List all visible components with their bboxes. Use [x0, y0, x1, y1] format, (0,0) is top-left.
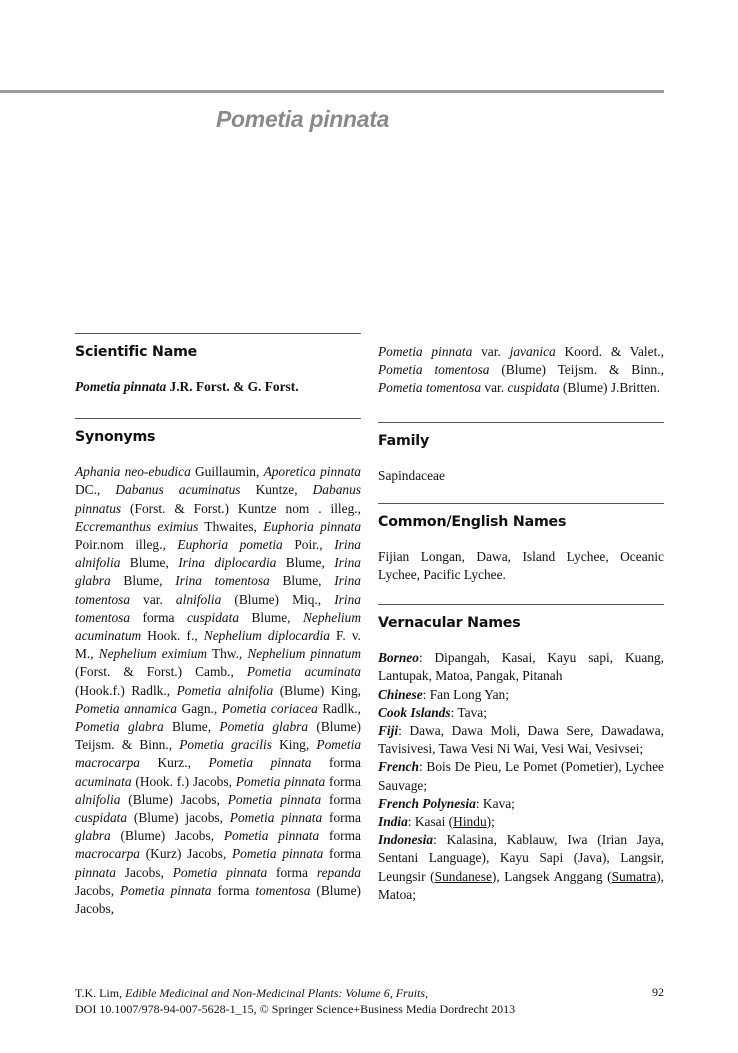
synonym-authority: forma: [321, 791, 362, 807]
synonym-name: Nephelium pinnatum: [247, 646, 362, 662]
synonym-authority: Poir.,: [282, 537, 335, 553]
synonym-authority: (Blume) jacobs,: [127, 810, 230, 826]
synonym-authority: var.: [472, 344, 510, 359]
synonym-authority: (Forst. & Forst.) Kuntze nom . illeg.,: [121, 500, 361, 516]
synonym-name: Dabanus pinnatus: [75, 482, 361, 516]
synonym-authority: (Kurz) Jacobs,: [139, 846, 232, 862]
synonym-name: Pometia alnifolia: [176, 682, 274, 698]
synonyms-text: [75, 463, 361, 918]
section-rule: [378, 422, 664, 423]
synonym-name: Irina diplocardia: [178, 555, 277, 571]
vernacular-text: ), Langsek Anggang (: [491, 868, 612, 884]
synonym-authority: forma: [311, 755, 361, 771]
synonym-name: Pometia macrocarpa: [75, 737, 362, 771]
synonym-name: pinnata: [75, 864, 116, 880]
synonym-name: tomentosa: [255, 882, 311, 898]
vernacular-text: : Dipangah, Kasai, Kayu sapi, Kuang, Lantupak, Matoa, Pangak, Pitanah: [378, 650, 664, 684]
synonym-authority: Guillaumin,: [190, 464, 264, 480]
vernacular-entry: [378, 704, 664, 722]
synonym-authority: Hook. f.,: [141, 628, 204, 644]
vernacular-region: Cook Islands: [378, 704, 451, 720]
synonym-name: Irina tomentosa: [75, 591, 361, 625]
synonym-authority: var.: [481, 380, 508, 396]
scientific-name: [75, 378, 361, 396]
synonym-authority: Gagn.,: [176, 700, 222, 716]
synonym-authority: forma: [211, 882, 256, 898]
scientific-name-heading: Scientific Name: [75, 344, 198, 360]
page-number: 92: [652, 985, 664, 999]
synonym-name: Pometia pinnata: [227, 791, 322, 807]
vernacular-text: : Kava;: [475, 795, 515, 811]
vernacular-entry: [378, 686, 664, 704]
synonym-authority: Koord. & Valet.,: [555, 344, 665, 359]
vernacular-text: : Kalasina, Kablauw, Iwa (Irian Jaya, Sentani Language), Kayu Sapi (Java), Langsir, Leungsir (: [378, 832, 664, 884]
synonym-authority: var.: [130, 591, 176, 607]
synonym-authority: Blume,: [110, 573, 176, 589]
footer-author: T.K. Lim,: [75, 986, 126, 1000]
vernacular-text: ), Matoa;: [378, 868, 664, 902]
synonym-authority: (Blume) King,: [273, 682, 361, 698]
synonym-authority: Blume,: [239, 609, 303, 625]
vernacular-names-heading: Vernacular Names: [378, 615, 521, 632]
synonym-authority: (Forst. & Forst.) Camb.,: [75, 664, 247, 680]
synonym-name: cuspidata: [186, 609, 240, 625]
synonym-name: Nephelium acuminatum: [75, 609, 361, 644]
synonym-name: Aphania neo-ebudica: [75, 464, 191, 480]
synonym-name: Pometia pinnata: [172, 864, 268, 880]
synonym-authority: Blume,: [276, 555, 335, 571]
synonym-name: Pometia tomentosa: [378, 380, 482, 396]
synonym-authority: forma: [323, 846, 361, 862]
synonym-authority: (Blume) J.Britten.: [559, 380, 660, 396]
synonym-authority: forma: [319, 828, 361, 844]
left-column: [75, 333, 361, 918]
synonym-name: Dabanus acuminatus: [115, 482, 241, 498]
synonym-name: Pometia pinnata: [120, 882, 212, 898]
synonym-authority: (Hook.f.) Radlk.,: [75, 682, 177, 698]
section-rule: [378, 604, 664, 605]
scientific-name-authors: J.R. Forst. & G. Forst.: [169, 379, 299, 394]
synonym-authority: Jacobs,: [75, 882, 120, 898]
vernacular-language: Hindu: [453, 814, 487, 830]
synonym-name: Pometia pinnata: [231, 846, 324, 862]
synonym-name: Nephelium eximium: [98, 646, 208, 662]
synonym-name: alnifolia: [75, 791, 121, 807]
vernacular-entry: [378, 795, 664, 813]
synonym-authority: DC.,: [75, 482, 116, 498]
synonym-name: Euphoria pinnata: [263, 518, 362, 534]
page-title: Pometia pinnata: [216, 106, 390, 132]
family-heading: Family: [378, 432, 429, 449]
synonym-name: Pometia pinnata: [223, 828, 320, 844]
vernacular-region: French: [378, 759, 419, 775]
synonym-authority: (Blume) Miq.,: [221, 591, 335, 607]
right-column: [378, 343, 664, 904]
synonym-authority: (Blume) Jacobs,: [110, 828, 224, 844]
synonym-authority: forma: [130, 609, 187, 625]
vernacular-entry: [378, 831, 664, 904]
synonym-authority: Kurz.,: [139, 755, 209, 771]
synonym-authority: Blume,: [120, 555, 179, 571]
synonym-name: cuspidata: [507, 380, 560, 396]
synonym-name: Irina tomentosa: [175, 573, 270, 589]
synonyms-heading: Synonyms: [75, 429, 156, 446]
synonym-authority: Radlk.,: [317, 700, 361, 716]
synonym-name: Nephelium diplocardia: [203, 628, 330, 644]
synonym-authority: Blume,: [163, 719, 220, 735]
synonym-name: Pometia tomentosa: [378, 362, 490, 378]
synonym-name: javanica: [509, 344, 556, 359]
vernacular-region: French Polynesia: [378, 795, 476, 811]
synonym-name: Pometia acuminata: [246, 664, 361, 680]
synonym-name: Pometia pinnata: [208, 755, 312, 771]
synonym-authority: (Blume) Jacobs,: [120, 791, 228, 807]
vernacular-names-list: [378, 649, 664, 904]
vernacular-text: : Kasai (: [407, 814, 454, 830]
common-names-text: Fijian Longan, Dawa, Island Lychee, Oceanic Lychee, Pacific Lychee.: [378, 548, 664, 583]
footer-book-title: Edible Medicinal and Non-Medicinal Plants: Volume 6, Fruits: [125, 986, 426, 1000]
synonym-authority: (Blume) Jacobs,: [75, 882, 361, 917]
synonym-name: Pometia glabra: [75, 719, 164, 735]
synonym-authority: forma: [322, 810, 362, 826]
synonym-authority: Thwaites,: [198, 518, 264, 534]
synonym-name: Pometia coriacea: [221, 700, 318, 716]
footer-citation: [75, 985, 665, 1001]
synonym-authority: Jacobs,: [115, 864, 173, 880]
synonym-authority: forma: [267, 864, 317, 880]
footer-comma: ,: [425, 986, 429, 1000]
synonym-authority: (Blume) Teijsm. & Binn.,: [489, 362, 664, 378]
footer-doi: DOI 10.1007/978-94-007-5628-1_15, © Springer Science+Business Media Dordrecht 2013: [75, 1002, 516, 1016]
synonym-authority: King,: [271, 737, 317, 753]
synonym-name: Pometia annamica: [75, 700, 177, 716]
synonym-name: macrocarpa: [75, 846, 140, 862]
synonym-name: Irina glabra: [75, 555, 362, 589]
synonym-name: Eccremanthus eximius: [75, 518, 199, 534]
synonym-name: Pometia pinnata: [229, 810, 323, 826]
vernacular-entry: [378, 813, 664, 831]
synonym-name: Pometia pinnata: [378, 344, 473, 359]
vernacular-region: Chinese: [378, 686, 423, 702]
vernacular-text: : Bois De Pieu, Le Pomet (Pometier), Lychee Sauvage;: [378, 759, 664, 793]
synonym-name: repanda: [316, 864, 361, 880]
vernacular-entry: [378, 649, 664, 685]
vernacular-entry: [378, 722, 664, 758]
synonym-name: Aporetica pinnata: [263, 464, 362, 480]
vernacular-language: Sundanese: [434, 868, 492, 884]
synonym-name: Euphoria pometia: [177, 537, 283, 553]
section-rule: [75, 418, 361, 419]
synonym-name: acuminata: [75, 773, 132, 789]
vernacular-region: India: [378, 814, 408, 830]
synonym-authority: Kuntze,: [240, 482, 313, 498]
synonym-name: Irina alnifolia: [75, 537, 362, 571]
synonym-name: Pometia pinnata: [235, 773, 326, 789]
synonym-name: cuspidata: [75, 810, 128, 826]
synonym-authority: forma: [325, 773, 361, 789]
vernacular-region: Fiji: [378, 723, 399, 739]
synonym-name: Pometia gracilis: [179, 737, 272, 753]
section-rule: [378, 503, 664, 504]
synonym-authority: Thw.,: [207, 646, 248, 662]
family-text: Sapindaceae: [378, 467, 445, 483]
synonym-authority: (Blume) Teijsm. & Binn.,: [75, 719, 362, 753]
vernacular-text: );: [486, 814, 495, 830]
vernacular-text: : Tava;: [450, 704, 487, 720]
common-names-heading: Common/English Names: [378, 513, 567, 530]
vernacular-region: Indonesia: [378, 832, 434, 848]
synonym-authority: Poir.nom illeg.,: [75, 537, 178, 553]
synonym-authority: Blume,: [269, 573, 335, 589]
synonym-authority: (Hook. f.) Jacobs,: [131, 773, 236, 789]
vernacular-region: Borneo: [378, 650, 419, 666]
vernacular-entry: [378, 758, 664, 794]
synonyms-text-continued: [378, 343, 664, 398]
synonym-name: Irina tomentosa: [75, 573, 361, 607]
synonym-name: Pometia glabra: [219, 719, 309, 735]
synonym-name: glabra: [75, 828, 111, 844]
vernacular-language: Sumatra: [611, 868, 657, 884]
section-rule: [75, 333, 361, 334]
footer: [75, 985, 665, 1017]
synonym-name: alnifolia: [175, 591, 222, 607]
top-rule: [0, 90, 664, 93]
vernacular-text: : Fan Long Yan;: [422, 686, 509, 702]
vernacular-text: : Dawa, Dawa Moli, Dawa Sere, Dawadawa, Tavisivesi, Tawa Vesi Ni Wai, Vesi Wai, Vesivsei;: [378, 723, 664, 757]
synonym-authority: F. v. M.,: [75, 628, 361, 662]
scientific-name-binomial: Pometia pinnata: [75, 379, 167, 394]
